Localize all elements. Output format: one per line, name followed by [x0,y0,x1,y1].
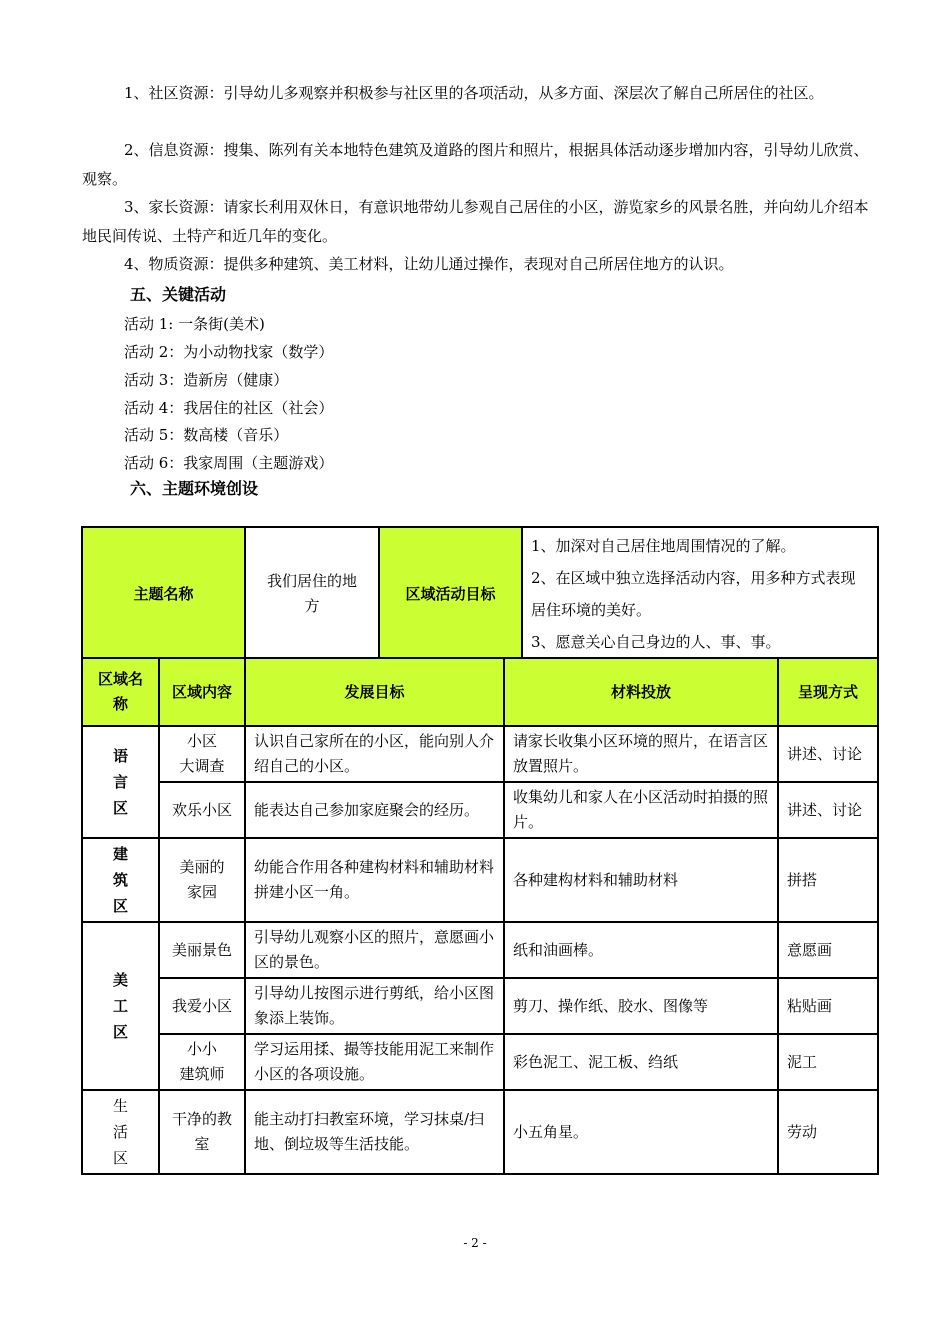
development-goal: 幼能合作用各种建构材料和辅助材料拼建小区一角。 [245,838,504,922]
present-mode: 讲述、讨论 [778,726,878,782]
activity-item: 活动 3：造新房（健康） [124,371,289,389]
header-mode: 呈现方式 [778,658,878,726]
activity-item: 活动 5：数高楼（音乐） [124,426,289,444]
table-row [82,978,878,1034]
theme-info-table [81,526,879,662]
material: 纸和油画棒。 [504,922,778,978]
activity-item: 活动 2：为小动物找家（数学） [124,343,334,361]
table-row [82,1034,878,1090]
resource-parents: 3、家长资源：请家长利用双休日，有意识地带幼儿参观自己居住的小区，游览家乡的风景名胜，并向幼儿介绍本地民间传说、土特产和近几年的变化。 [82,198,869,245]
present-mode: 意愿画 [778,922,878,978]
material: 彩色泥工、泥工板、绉纸 [504,1034,778,1090]
table-row [82,726,878,782]
area-art: 美 工 区 [82,922,159,1090]
development-goal: 引导幼儿按图示进行剪纸，给小区图象添上装饰。 [245,978,504,1034]
resource-material: 4、物质资源：提供多种建筑、美工材料，让幼儿通过操作，表现对自己所居住地方的认识。 [124,255,734,273]
section6-heading: 六、主题环境创设 [130,479,259,498]
theme-name-label: 主题名称 [82,527,245,661]
header-area: 区域名 称 [82,658,159,726]
resource-community: 1、社区资源：引导幼儿多观察并积极参与社区里的各项活动，从多方面、深层次了解自己所居住的社区。 [124,84,824,102]
area-content: 我爱小区 [159,978,245,1034]
theme-name-value: 我们居住的地 方 [245,527,379,661]
area-content: 干净的教 室 [159,1090,245,1174]
material: 小五角星。 [504,1090,778,1174]
goal-item: 3、愿意关心自己身边的人、事、事。 [531,633,781,651]
area-build: 建 筑 区 [82,838,159,922]
area-life: 生 活 区 [82,1090,159,1174]
table-row [82,782,878,838]
material: 各种建构材料和辅助材料 [504,838,778,922]
development-goal: 能表达自己参加家庭聚会的经历。 [245,782,504,838]
table-row [82,838,878,922]
goal-item: 1、加深对自己居住地周围情况的了解。 [531,537,796,555]
area-content: 美丽景色 [159,922,245,978]
area-content: 欢乐小区 [159,782,245,838]
goal-item: 2、在区域中独立选择活动内容，用多种方式表现居住环境的美好。 [531,569,856,619]
area-table [81,657,879,1175]
activity-item: 活动 6：我家周围（主题游戏） [124,454,334,472]
present-mode: 泥工 [778,1034,878,1090]
activity-item: 活动 4：我居住的社区（社会） [124,399,334,417]
material: 剪刀、操作纸、胶水、图像等 [504,978,778,1034]
page-number: - 2 - [463,1236,487,1250]
header-material: 材料投放 [504,658,778,726]
activity-item: 活动 1: 一条街(美术) [124,315,265,333]
header-content: 区域内容 [159,658,245,726]
present-mode: 讲述、讨论 [778,782,878,838]
development-goal: 认识自己家所在的小区，能向别人介绍自己的小区。 [245,726,504,782]
area-goal-label: 区域活动目标 [379,527,522,661]
development-goal: 学习运用揉、撮等技能用泥工来制作小区的各项设施。 [245,1034,504,1090]
present-mode: 劳动 [778,1090,878,1174]
present-mode: 拼搭 [778,838,878,922]
area-language: 语 言 区 [82,726,159,838]
development-goal: 能主动打扫教室环境，学习抹桌/扫地、倒垃圾等生活技能。 [245,1090,504,1174]
material: 请家长收集小区环境的照片，在语言区放置照片。 [504,726,778,782]
header-goal: 发展目标 [245,658,504,726]
section5-heading: 五、关键活动 [130,285,227,304]
area-content: 小区 大调查 [159,726,245,782]
present-mode: 粘贴画 [778,978,878,1034]
material: 收集幼儿和家人在小区活动时拍摄的照片。 [504,782,778,838]
area-goal-list [522,527,878,661]
table-row [82,922,878,978]
area-content: 小小 建筑师 [159,1034,245,1090]
area-content: 美丽的 家园 [159,838,245,922]
development-goal: 引导幼儿观察小区的照片，意愿画小区的景色。 [245,922,504,978]
header-row [82,658,878,726]
table-row [82,1090,878,1174]
resource-information: 2、信息资源：搜集、陈列有关本地特色建筑及道路的图片和照片，根据具体活动逐步增加内容，引导幼儿欣赏、观察。 [82,141,869,188]
